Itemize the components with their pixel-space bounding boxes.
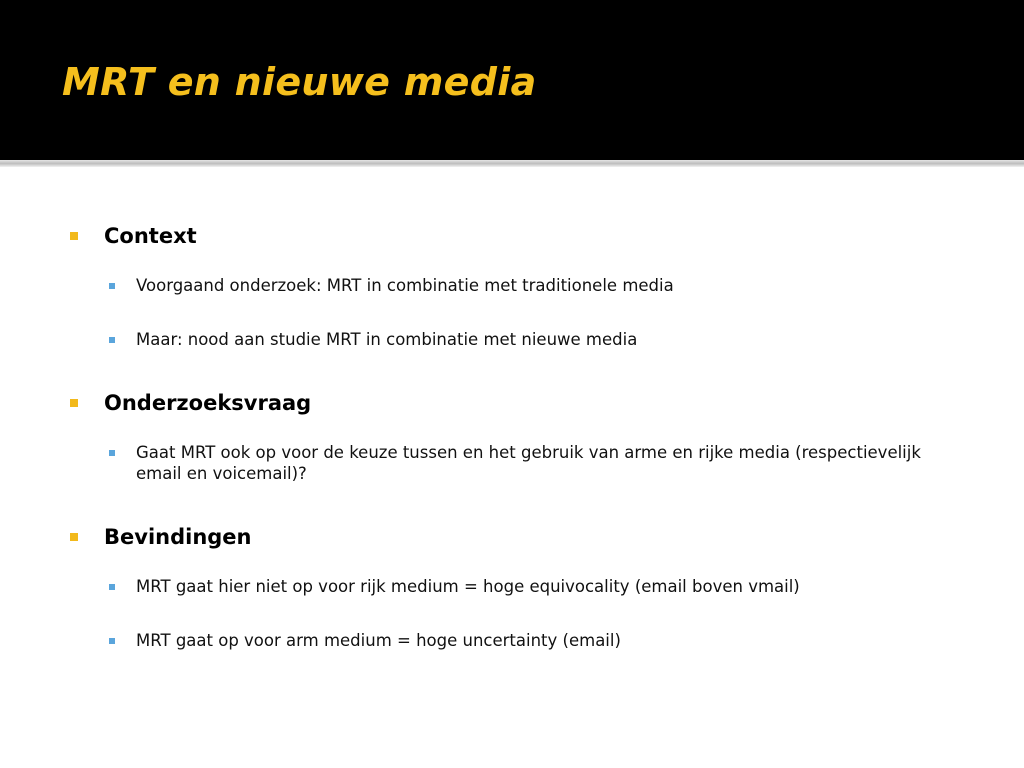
section-context	[70, 222, 950, 350]
small-square-bullet-icon	[109, 638, 115, 644]
sub-bullet-text: MRT gaat hier niet op voor rijk medium = hoge equivocality (email boven vmail)	[136, 577, 800, 596]
title-divider	[0, 160, 1024, 167]
sub-bullet	[70, 442, 950, 484]
sub-bullet	[70, 329, 950, 350]
title-bar	[0, 0, 1024, 160]
sub-bullet	[70, 576, 950, 597]
sub-bullet-text: Gaat MRT ook op voor de keuze tussen en het gebruik van arme en rijke media (respectievelijk email en voicemail)?	[136, 443, 921, 483]
small-square-bullet-icon	[109, 584, 115, 590]
small-square-bullet-icon	[109, 283, 115, 289]
square-bullet-icon	[70, 399, 78, 407]
square-bullet-icon	[70, 533, 78, 541]
bullet-heading	[70, 222, 950, 250]
small-square-bullet-icon	[109, 337, 115, 343]
heading-text: Context	[104, 224, 197, 248]
slide-content	[70, 222, 950, 651]
small-square-bullet-icon	[109, 450, 115, 456]
slide-title: MRT en nieuwe media	[62, 60, 537, 104]
section-bevindingen	[70, 523, 950, 651]
bullet-heading	[70, 389, 950, 417]
section-onderzoeksvraag	[70, 389, 950, 484]
sub-bullet-text: Voorgaand onderzoek: MRT in combinatie met traditionele media	[136, 276, 674, 295]
sub-bullet-text: MRT gaat op voor arm medium = hoge uncertainty (email)	[136, 631, 621, 650]
heading-text: Onderzoeksvraag	[104, 391, 312, 415]
bullet-heading	[70, 523, 950, 551]
sub-bullet-text: Maar: nood aan studie MRT in combinatie met nieuwe media	[136, 330, 638, 349]
sub-bullet	[70, 275, 950, 296]
sub-bullet	[70, 630, 950, 651]
square-bullet-icon	[70, 232, 78, 240]
heading-text: Bevindingen	[104, 525, 252, 549]
